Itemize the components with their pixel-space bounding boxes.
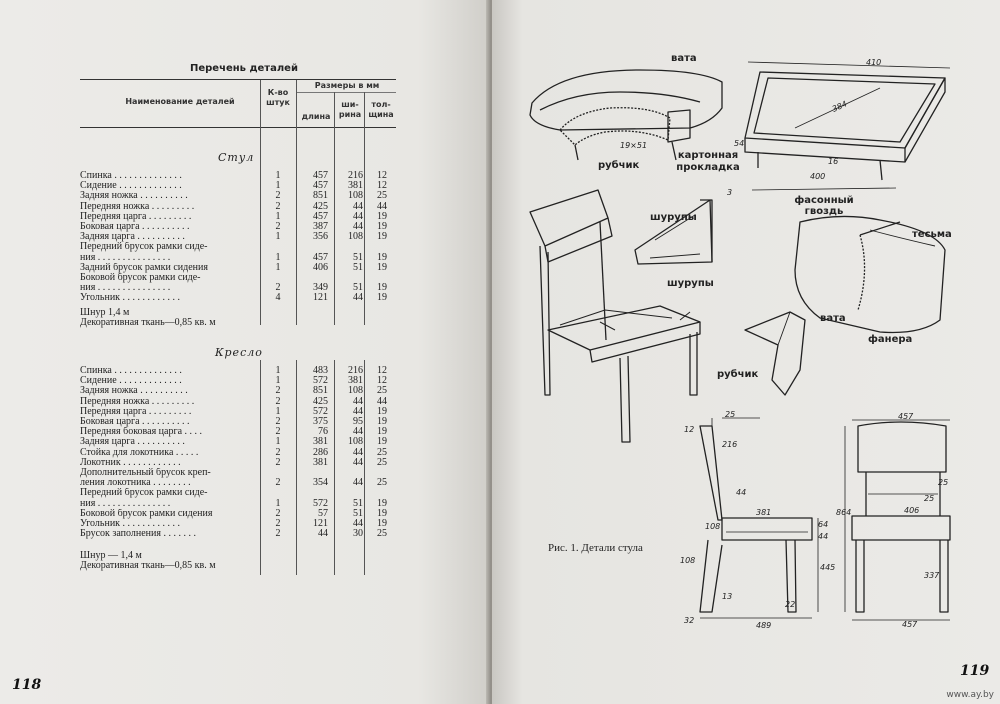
dim-400: 400	[810, 172, 826, 181]
part-qty: 2	[275, 282, 281, 294]
piping-drawing	[745, 312, 805, 395]
dim-337: 337	[924, 571, 940, 580]
part-name: Локотник . . . . . . . . . . . .	[80, 457, 181, 468]
part-length: 572	[313, 497, 328, 509]
part-width: 44	[353, 210, 363, 222]
header-sizes: Размеры в мм	[314, 81, 380, 90]
dim-108-leg: 108	[680, 556, 696, 565]
part-name: Боковой брусок рамки сиде-	[80, 273, 201, 283]
part-qty: 2	[275, 200, 281, 212]
part-width: 44	[353, 426, 363, 438]
part-thickness: 19	[377, 261, 387, 273]
dim-410: 410	[866, 58, 882, 67]
part-length: 76	[318, 426, 328, 438]
watermark: www.ay.by	[946, 690, 994, 700]
label-vata-top: вата	[671, 53, 697, 64]
part-qty: 1	[275, 170, 281, 181]
part-qty: 1	[275, 375, 281, 387]
part-width: 44	[353, 446, 363, 458]
part-name: Задняя ножка . . . . . . . . . .	[80, 191, 188, 202]
dim-19x51: 19×51	[620, 141, 648, 150]
part-width: 216	[348, 365, 363, 376]
part-width: 95	[353, 416, 363, 427]
section-title-armchair: Кресло	[215, 346, 263, 359]
part-thickness: 19	[377, 507, 387, 519]
part-qty: 1	[275, 180, 281, 192]
page-number-right: 119	[960, 663, 990, 679]
part-name: Передняя царга . . . . . . . . .	[80, 406, 192, 417]
part-qty: 2	[275, 416, 281, 427]
part-qty: 1	[275, 210, 281, 222]
part-name: Спинка . . . . . . . . . . . . . .	[80, 366, 182, 376]
part-thickness: 44	[377, 200, 387, 212]
part-thickness: 25	[377, 190, 387, 202]
part-length: 381	[313, 436, 328, 448]
part-name: Задний брусок рамки сидения	[80, 262, 208, 273]
part-thickness: 25	[377, 477, 387, 489]
part-name: ния . . . . . . . . . . . . . . .	[80, 498, 171, 509]
part-length: 457	[313, 170, 328, 181]
part-name: Передний брусок рамки сиде-	[80, 242, 208, 253]
dim-25-top: 25	[725, 410, 736, 419]
label-shurupy-1: шурупы	[650, 212, 697, 223]
part-qty: 2	[275, 477, 281, 489]
part-qty: 2	[275, 190, 281, 202]
table-title: Перечень деталей	[190, 63, 298, 74]
label-tesma: тесьма	[912, 229, 952, 240]
part-width: 381	[348, 180, 363, 192]
part-length: 387	[313, 221, 328, 232]
part-thickness: 19	[377, 426, 387, 438]
part-thickness: 12	[377, 365, 387, 376]
part-width: 30	[353, 528, 363, 540]
part-qty: 1	[275, 436, 281, 448]
part-qty: 1	[275, 261, 281, 273]
dim-32: 32	[684, 616, 695, 625]
part-thickness: 19	[377, 221, 387, 232]
chair-side-view	[700, 418, 818, 618]
seat-frame-drawing	[745, 62, 950, 190]
part-width: 51	[353, 261, 363, 273]
part-name: ния . . . . . . . . . . . . . . .	[80, 252, 171, 263]
header-name: Наименование деталей	[125, 97, 235, 106]
part-thickness: 44	[377, 395, 387, 407]
part-name: Боковой брусок рамки сидения	[80, 508, 213, 519]
part-width: 44	[353, 200, 363, 212]
part-thickness: 19	[377, 231, 387, 243]
dim-457-top: 457	[898, 412, 914, 421]
header-length: длина	[301, 112, 331, 121]
part-length: 354	[313, 477, 328, 489]
dim-13: 13	[722, 592, 733, 601]
dim-406: 406	[904, 506, 920, 515]
label-shurupy-2: шурупы	[667, 278, 714, 289]
part-name: Передняя ножка . . . . . . . . .	[80, 201, 195, 212]
part-name: Дополнительный брусок креп-	[80, 468, 211, 478]
dim-44-front: 44	[818, 532, 829, 541]
part-length: 425	[313, 200, 328, 212]
part-thickness: 12	[377, 180, 387, 192]
part-width: 108	[348, 385, 363, 397]
part-name: ния . . . . . . . . . . . . . . .	[80, 283, 171, 294]
dim-489: 489	[756, 621, 772, 630]
dim-44-side: 44	[736, 488, 747, 497]
part-length: 286	[313, 446, 328, 458]
part-thickness: 19	[377, 518, 387, 529]
header-qty: К-во штук	[266, 88, 290, 107]
part-thickness: 12	[377, 375, 387, 387]
part-width: 108	[348, 231, 363, 243]
dim-22: 22	[785, 600, 796, 609]
part-qty: 1	[275, 231, 281, 243]
dim-54: 54	[734, 139, 745, 148]
part-width: 44	[353, 292, 363, 304]
part-width: 44	[353, 518, 363, 529]
part-thickness: 25	[377, 446, 387, 458]
part-width: 44	[353, 395, 363, 407]
part-length: 425	[313, 395, 328, 407]
header-width: ши- рина	[338, 100, 362, 119]
part-length: 457	[313, 180, 328, 192]
part-name: Стойка для локотника . . . . .	[80, 447, 199, 458]
part-length: 851	[313, 190, 328, 202]
dim-25-front: 25	[938, 478, 949, 487]
label-rubchik-2: рубчик	[717, 369, 759, 380]
part-thickness: 19	[377, 497, 387, 509]
part-qty: 4	[275, 292, 281, 304]
part-length: 572	[313, 405, 328, 417]
part-length: 57	[318, 507, 328, 519]
part-width: 44	[353, 405, 363, 417]
part-name: Боковая царга . . . . . . . . . .	[80, 222, 190, 232]
part-length: 483	[313, 365, 328, 376]
part-thickness: 25	[377, 528, 387, 540]
chair-front-view	[845, 420, 950, 620]
part-length: 851	[313, 385, 328, 397]
dim-864: 864	[836, 508, 852, 517]
part-thickness: 25	[377, 456, 387, 468]
part-name: Угольник . . . . . . . . . . . .	[80, 293, 181, 304]
part-width: 108	[348, 190, 363, 202]
chair-cord: Шнур 1,4 м	[80, 307, 130, 318]
part-qty: 2	[275, 385, 281, 397]
part-width: 44	[353, 456, 363, 468]
label-vata-2: вата	[820, 313, 846, 324]
part-qty: 2	[275, 426, 281, 438]
part-thickness: 19	[377, 436, 387, 448]
part-qty: 2	[275, 446, 281, 458]
part-length: 381	[313, 456, 328, 468]
part-qty: 1	[275, 365, 281, 376]
part-name: Передняя царга . . . . . . . . .	[80, 211, 192, 222]
part-width: 44	[353, 221, 363, 232]
part-name: ления локотника . . . . . . . .	[80, 478, 191, 489]
part-name: Передняя боковая царга . . . .	[80, 427, 203, 438]
dim-12: 12	[684, 425, 695, 434]
part-length: 457	[313, 251, 328, 263]
part-qty: 2	[275, 518, 281, 529]
part-thickness: 12	[377, 170, 387, 181]
chair-fabric: Декоративная ткань—0,85 кв. м	[80, 317, 216, 328]
part-qty: 2	[275, 528, 281, 540]
part-width: 51	[353, 251, 363, 263]
dim-381: 381	[756, 508, 772, 517]
part-qty: 2	[275, 507, 281, 519]
part-name: Сидение . . . . . . . . . . . . .	[80, 181, 182, 192]
part-thickness: 25	[377, 385, 387, 397]
part-name: Задняя ножка . . . . . . . . . .	[80, 386, 188, 397]
dim-64: 64	[818, 520, 829, 529]
part-length: 375	[313, 416, 328, 427]
part-qty: 2	[275, 456, 281, 468]
part-thickness: 19	[377, 282, 387, 294]
part-length: 121	[313, 518, 328, 529]
part-width: 381	[348, 375, 363, 387]
part-length: 572	[313, 375, 328, 387]
part-width: 44	[353, 477, 363, 489]
label-fanera: фанера	[868, 334, 913, 345]
label-karton: картонная прокладка	[676, 150, 740, 173]
part-length: 44	[318, 528, 328, 540]
dim-108-seat: 108	[705, 522, 721, 531]
part-thickness: 19	[377, 292, 387, 304]
part-name: Задняя царга . . . . . . . . . .	[80, 232, 185, 243]
part-thickness: 19	[377, 210, 387, 222]
part-width: 216	[348, 170, 363, 181]
part-qty: 2	[275, 221, 281, 232]
dim-216: 216	[722, 440, 738, 449]
part-name: Угольник . . . . . . . . . . . .	[80, 519, 181, 529]
part-length: 356	[313, 231, 328, 243]
armchair-fabric: Декоративная ткань—0,85 кв. м	[80, 560, 216, 571]
dim-457-bottom: 457	[902, 620, 918, 629]
part-length: 406	[313, 261, 328, 273]
part-qty: 1	[275, 405, 281, 417]
part-name: Передний брусок рамки сиде-	[80, 488, 208, 499]
part-width: 51	[353, 497, 363, 509]
page-number-left: 118	[12, 677, 42, 693]
label-rubchik-1: рубчик	[598, 160, 640, 171]
part-thickness: 19	[377, 251, 387, 263]
part-name: Спинка . . . . . . . . . . . . . .	[80, 171, 182, 181]
part-name: Сидение . . . . . . . . . . . . .	[80, 376, 182, 387]
dim-3: 3	[727, 188, 733, 197]
part-name: Боковая царга . . . . . . . . . .	[80, 417, 190, 427]
part-thickness: 19	[377, 405, 387, 417]
part-name: Брусок заполнения . . . . . . .	[80, 529, 196, 540]
dim-384: 384	[830, 99, 849, 114]
dim-445: 445	[820, 563, 836, 572]
section-title-chair: Стул	[218, 151, 255, 164]
part-name: Передняя ножка . . . . . . . . .	[80, 396, 195, 407]
dim-16: 16	[828, 157, 839, 166]
figure-caption: Рис. 1. Детали стула	[548, 542, 643, 554]
part-width: 108	[348, 436, 363, 448]
label-fasonny-gvozd: фасонный гвоздь	[794, 195, 854, 217]
part-name: Задняя царга . . . . . . . . . .	[80, 437, 185, 448]
part-qty: 1	[275, 497, 281, 509]
armchair-cord: Шнур — 1,4 м	[80, 550, 142, 561]
part-length: 121	[313, 292, 328, 304]
part-length: 457	[313, 210, 328, 222]
part-qty: 1	[275, 251, 281, 263]
corner-bracket-drawing	[635, 200, 712, 264]
header-thickness: тол- щина	[368, 100, 394, 119]
part-width: 51	[353, 282, 363, 294]
part-thickness: 19	[377, 416, 387, 427]
dim-25-mid: 25	[924, 494, 935, 503]
part-width: 51	[353, 507, 363, 519]
part-qty: 2	[275, 395, 281, 407]
part-length: 349	[313, 282, 328, 294]
